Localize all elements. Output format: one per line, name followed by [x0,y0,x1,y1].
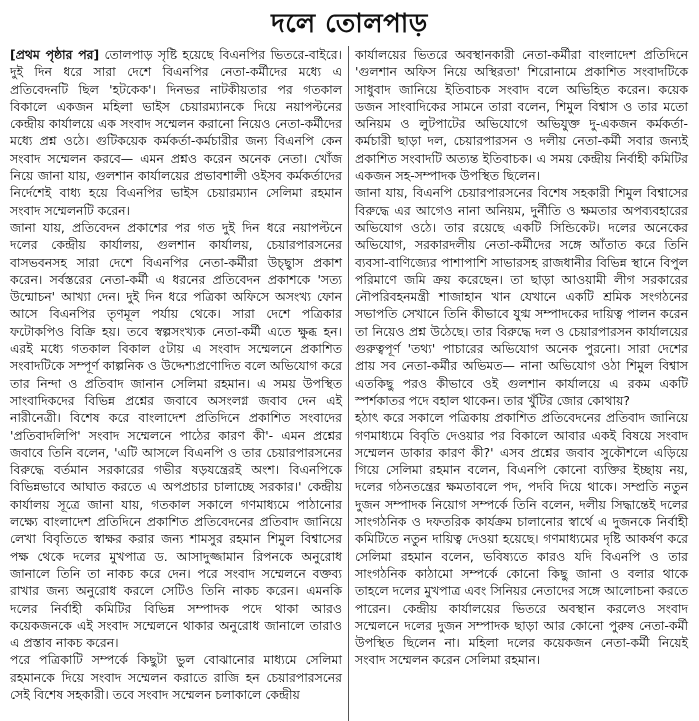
left-paragraph-1 [10,46,342,219]
left-column [6,46,349,721]
right-paragraph-3: হঠাৎ করে সকালে পত্রিকায় প্রকাশিত প্রতিবেদনের প্রতিবাদ জানিয়ে গণমাধ্যমে বিবৃতি দেওয়ার পর বিকালে আবার একই বিষয়ে সংবাদ সম্মেলন ডাকার কারণ কী?' এসব প্রশ্নের জবাব সুকৌশলে এড়িয়ে গিয়ে সেলিমা রহমান বলেন, বিএনপি কোনো ব্যক্তির ইচ্ছায় নয়, দলের গঠনতন্ত্রের ক্ষমতাবলে পদ, পদবি দিয়ে থাকে। সম্প্রতি নতুন দুজন সম্পাদক নিয়োগ সম্পর্কে তিনি বলেন, দলীয় সিদ্ধান্তেই দলের সাংগঠনিক ও দফতরিক কার্যক্রম চালানোর স্বার্থে এ দুজনকে নির্বাহী কমিটিতে নতুন দায়িত্ব দেওয়া হয়েছে। গণমাধ্যমের দৃষ্টি আকর্ষণ করে সেলিমা রহমান বলেন, ভবিষ্যতে কারও যদি বিএনপি ও তার সাংগঠনিক কাঠামো সম্পর্কে কোনো কিছু জানা ও বলার থাকে তাহলে দলের মুখপাত্র এবং সিনিয়র নেতাদের সঙ্গে আলোচনা করতে পারেন। কেন্দ্রীয় কার্যালয়ের ভিতরে অবস্থান করলেও সংবাদ সম্মেলনে দলের দুজন সম্পাদক ছাড়া আর কোনো পুরুষ নেতা-কর্মী উপস্থিত ছিলেন না। মহিলা দলের কয়েকজন নেতা-কর্মী নিয়েই সংবাদ সম্মেলন করেন সেলিমা রহমান। [355,410,688,668]
article-columns [6,46,693,721]
right-column [349,46,692,721]
left-paragraph-1-text: তোলপাড় সৃষ্টি হয়েছে বিএনপির ভিতরে-বাইরে। দুই দিন ধরে সারা দেশে বিএনপির নেতা-কর্মীদের মধ্যে এ প্রতিবেদনটি ছিল 'হটকেক'। দিনভর নাটকীয়তার পর গতকাল বিকালে একজন মহিলা ভাইস চেয়ারম্যানকে দিয়ে নয়াপল্টনের কেন্দ্রীয় কার্যালয়ে এক সংবাদ সম্মেলন করানো নিয়েও নেতা-কর্মীদের মধ্যে প্রশ্ন ওঠে। গুটিকয়েক কর্মকর্তা-কর্মচারীর জন্য বিএনপি কেন সংবাদ সম্মেলন করবে— এমন প্রশ্নও করেন অনেক নেতা। খোঁজ নিয়ে জানা যায়, গুলশান কার্যালয়ের প্রভাবশালী ওইসব কর্মকর্তাদের নির্দেশেই বাধ্য হয়ে বিএনপির ভাইস চেয়ারম্যান সেলিমা রহমান সংবাদ সম্মেলনটি করেন। [10,47,342,218]
page-headline: দলে তোলপাড় [271,9,428,39]
right-paragraph-2: জানা যায়, বিএনপি চেয়ারপারসনের বিশেষ সহকারী শিমুল বিশ্বাসের বিরুদ্ধে এর আগেও নানা অনিয়ম, দুর্নীতি ও ক্ষমতার অপব্যবহারের অভিযোগ ওঠে। তার রয়েছে একটি সিন্ডিকেট। দলের অনেকের অভিযোগ, সরকারদলীয় নেতা-কর্মীদের সঙ্গে আঁতাত করে তিনি ব্যবসা-বাণিজ্যের পাশাপাশি সাভারসহ রাজধানীর বিভিন্ন স্থানে বিপুল পরিমাণে জমি ক্রয় করেছেন। তা ছাড়া আওয়ামী লীগ সরকারের নৌপরিবহনমন্ত্রী শাজাহান খান যেখানে একটি শ্রমিক সংগঠনের সভাপতি সেখানে তিনি কীভাবে যুগ্ম সম্পাদকের দায়িত্ব পালন করেন তা নিয়েও প্রশ্ন উঠেছে। তার বিরুদ্ধে দল ও চেয়ারপারসন কার্যালয়ের গুরুত্বপূর্ণ 'তথ্য' পাচারের অভিযোগ অনেক পুরনো। সারা দেশের প্রায় সব নেতা-কর্মীর অভিমত— নানা অভিযোগ ওঠা শিমুল বিশ্বাস এতকিছু পরও কীভাবে ওই গুলশান কার্যালয়ে এ রকম একটি স্পর্শকাতর পদে বহাল থাকেন। তার খুঁটির জোর কোথায়? [355,185,688,408]
left-paragraph-2: জানা যায়, প্রতিবেদন প্রকাশের পর গত দুই দিন ধরে নয়াপল্টনে দলের কেন্দ্রীয় কার্যালয়, গুলশান কার্যালয়, চেয়ারপারসনের বাসভবনসহ সারা দেশে বিএনপির নেতা-কর্মীরা উচ্ছ্বাস প্রকাশ করেন। সর্বস্তরের নেতা-কর্মী এ ধরনের প্রতিবেদন প্রকাশকে 'সত্য উন্মোচন' আখ্যা দেন। দুই দিন ধরে পত্রিকা অফিসে অসংখ্য ফোন আসে বিএনপির তৃণমূল পর্যায় থেকে। সারা দেশে পত্রিকার ফটোকপিও বিক্রি হয়। তবে স্বল্পসংখ্যক নেতা-কর্মী এতে ক্ষুব্ধ হন। এরই মধ্যে গতকাল বিকাল ৫টায় এ সংবাদ সম্মেলনে প্রকাশিত সংবাদটিকে সম্পূর্ণ কাল্পনিক ও উদ্দেশ্যপ্রণোদিত বলে অভিযোগ করে তার নিন্দা ও প্রতিবাদ জানান সেলিমা রহমান। এ সময় উপস্থিত সাংবাদিকদের বিভিন্ন প্রশ্নের জবাবে অসংলগ্ন জবাব দেন এই নারীনেত্রী। বিশেষ করে বাংলাদেশ প্রতিদিনে প্রকাশিত সংবাদের 'প্রতিবাদলিপি' সংবাদ সম্মেলনে পাঠের কারণ কী'- এমন প্রশ্নের জবাবে তিনি বলেন, 'এটি আসলে বিএনপি ও তার চেয়ারপারসনের বিরুদ্ধে বর্তমান সরকারের গভীর ষড়যন্ত্রেরই অংশ। বিএনপিকে বিভিন্নভাবে আঘাত করতে এ অপপ্রচার চালাচ্ছে সরকার।' কেন্দ্রীয় কার্যালয় সূত্রে জানা যায়, গতকাল সকালে গণমাধ্যমে পাঠানোর লক্ষ্যে বাংলাদেশ প্রতিদিনে প্রকাশিত প্রতিবেদনের প্রতিবাদ জানিয়ে লেখা বিবৃতিতে স্বাক্ষর করার জন্য শামসুর রহমান শিমুল বিশ্বাসের পক্ষ থেকে দলের মুখপাত্র ড. আসাদুজ্জামান রিপনকে অনুরোধ জানালে তিনি তা নাকচ করে দেন। পরে সংবাদ সম্মেলনে বক্তব্য রাখার জন্য অনুরোধ করলে সেটিও তিনি নাকচ করেন। এমনকি দলের নির্বাহী কমিটির বিভিন্ন সম্পাদক পদে থাকা আরও কয়েকজনকে এই সংবাদ সম্মেলনে থাকার অনুরোধ জানালে তারাও এ প্রস্তাব নাকচ করেন। [10,219,342,651]
right-paragraph-1: কার্যালয়ের ভিতরে অবস্থানকারী নেতা-কর্মীরা বাংলাদেশ প্রতিদিনে 'গুলশান অফিস নিয়ে অস্থিরতা' শিরোনামে প্রকাশিত সংবাদটিকে সাধুবাদ জানিয়ে ইতিবাচক সংবাদ বলে অভিহিত করেন। কয়েক ডজন সাংবাদিকের সামনে তারা বলেন, শিমুল বিশ্বাস ও তার মতো অনিয়ম ও লুটপাটের অভিযোগে অভিযুক্ত দু-একজন কর্মকর্তা-কর্মচারী ছাড়া দল, চেয়ারপারসন ও দলীয় নেতা-কর্মী সবার জন্যই প্রকাশিত সংবাদটি অত্যন্ত ইতিবাচক। এ সময় কেন্দ্রীয় নির্বাহী কমিটির একজন সহ-সম্পাদক উপস্থিত ছিলেন। [355,47,688,184]
lead-tag: [প্রথম পৃষ্ঠার পর] [10,47,100,62]
left-paragraph-3: পরে পত্রিকাটি সম্পর্কে কিছুটা ভুল বোঝানোর মাধ্যমে সেলিমা রহমানকে দিয়ে সংবাদ সম্মেলন করাতে রাজি হন চেয়ারপারসনের সেই বিশেষ সহকারী। তবে সংবাদ সম্মেলন চলাকালে কেন্দ্রীয় [10,652,342,702]
